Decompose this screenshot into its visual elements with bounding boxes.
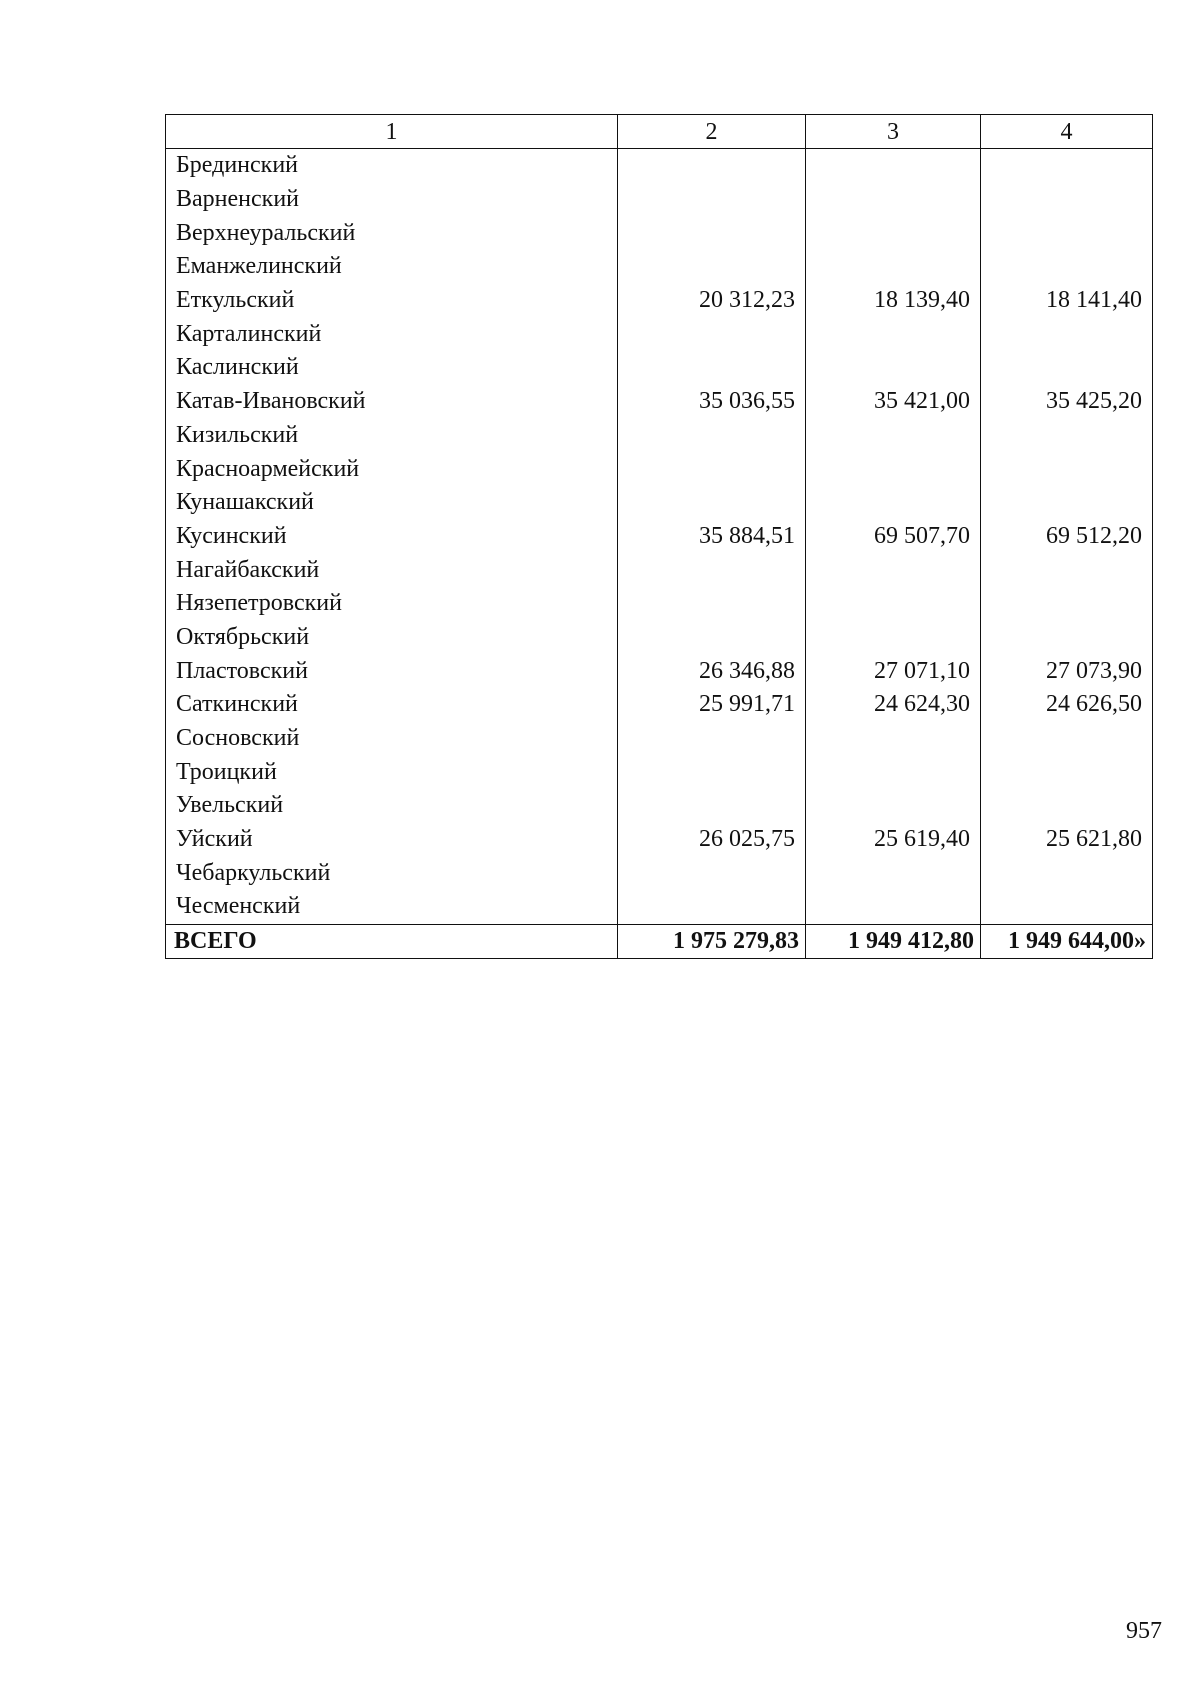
- value-column-3: 69 507,70: [806, 520, 981, 554]
- value-column-2: 35 036,55: [618, 385, 806, 419]
- table-row: [166, 755, 1153, 789]
- value-column-4: [981, 856, 1153, 890]
- value-column-3: [806, 351, 981, 385]
- table-row: [166, 587, 1153, 621]
- value-column-4: [981, 149, 1153, 183]
- table-body: [166, 149, 1153, 925]
- district-name: Верхнеуральский: [166, 216, 618, 250]
- table-row: [166, 789, 1153, 823]
- value-column-3: [806, 419, 981, 453]
- table-row: [166, 419, 1153, 453]
- value-column-2: [618, 789, 806, 823]
- value-column-2: [618, 553, 806, 587]
- table-row: [166, 452, 1153, 486]
- district-name: Октябрьский: [166, 621, 618, 655]
- district-name: Чесменский: [166, 890, 618, 924]
- column-header-4: 4: [981, 115, 1153, 149]
- table-row: [166, 149, 1153, 183]
- value-column-3: [806, 183, 981, 217]
- value-column-3: 35 421,00: [806, 385, 981, 419]
- value-column-4: [981, 317, 1153, 351]
- value-column-3: [806, 149, 981, 183]
- table-row: [166, 654, 1153, 688]
- value-column-3: [806, 452, 981, 486]
- value-column-2: [618, 486, 806, 520]
- value-column-3: [806, 587, 981, 621]
- value-column-2: 25 991,71: [618, 688, 806, 722]
- value-column-4: 18 141,40: [981, 284, 1153, 318]
- value-column-4: [981, 722, 1153, 756]
- value-column-4: [981, 587, 1153, 621]
- value-column-3: [806, 553, 981, 587]
- value-column-3: 25 619,40: [806, 823, 981, 857]
- district-name: Каслинский: [166, 351, 618, 385]
- table-row: [166, 385, 1153, 419]
- value-column-2: [618, 856, 806, 890]
- page-number: 957: [1126, 1618, 1162, 1644]
- value-column-2: 26 025,75: [618, 823, 806, 857]
- value-column-3: 24 624,30: [806, 688, 981, 722]
- total-column-4: 1 949 644,00»: [981, 924, 1153, 958]
- value-column-4: [981, 351, 1153, 385]
- table-row: [166, 722, 1153, 756]
- table-row: [166, 823, 1153, 857]
- value-column-4: [981, 553, 1153, 587]
- value-column-4: [981, 419, 1153, 453]
- value-column-3: [806, 216, 981, 250]
- value-column-3: [806, 722, 981, 756]
- district-name: Саткинский: [166, 688, 618, 722]
- district-name: Кунашакский: [166, 486, 618, 520]
- table-row: [166, 856, 1153, 890]
- table-header: [166, 115, 1153, 149]
- value-column-4: [981, 250, 1153, 284]
- table-row: [166, 351, 1153, 385]
- district-name: Увельский: [166, 789, 618, 823]
- value-column-2: [618, 452, 806, 486]
- value-column-4: 27 073,90: [981, 654, 1153, 688]
- district-name: Уйский: [166, 823, 618, 857]
- value-column-4: [981, 452, 1153, 486]
- district-table: [165, 114, 1153, 959]
- value-column-3: [806, 250, 981, 284]
- value-column-2: [618, 722, 806, 756]
- table-row: [166, 317, 1153, 351]
- value-column-2: [618, 183, 806, 217]
- value-column-2: [618, 317, 806, 351]
- district-name: Сосновский: [166, 722, 618, 756]
- value-column-4: [981, 621, 1153, 655]
- value-column-2: 35 884,51: [618, 520, 806, 554]
- value-column-4: 24 626,50: [981, 688, 1153, 722]
- value-column-3: [806, 789, 981, 823]
- table-row: [166, 553, 1153, 587]
- table-row: [166, 890, 1153, 924]
- district-name: Варненский: [166, 183, 618, 217]
- value-column-2: 20 312,23: [618, 284, 806, 318]
- district-name: Красноармейский: [166, 452, 618, 486]
- district-name: Еманжелинский: [166, 250, 618, 284]
- value-column-2: [618, 587, 806, 621]
- table-row: [166, 688, 1153, 722]
- value-column-3: [806, 486, 981, 520]
- column-header-3: 3: [806, 115, 981, 149]
- value-column-4: [981, 486, 1153, 520]
- value-column-3: [806, 317, 981, 351]
- district-name: Катав-Ивановский: [166, 385, 618, 419]
- value-column-3: 27 071,10: [806, 654, 981, 688]
- total-label: ВСЕГО: [166, 924, 618, 958]
- value-column-2: [618, 621, 806, 655]
- value-column-4: [981, 890, 1153, 924]
- value-column-3: [806, 856, 981, 890]
- value-column-2: [618, 890, 806, 924]
- value-column-2: [618, 419, 806, 453]
- value-column-2: 26 346,88: [618, 654, 806, 688]
- district-name: Еткульский: [166, 284, 618, 318]
- column-header-1: 1: [166, 115, 618, 149]
- value-column-4: 35 425,20: [981, 385, 1153, 419]
- value-column-2: [618, 755, 806, 789]
- value-column-4: 69 512,20: [981, 520, 1153, 554]
- value-column-2: [618, 149, 806, 183]
- value-column-2: [618, 351, 806, 385]
- value-column-3: [806, 621, 981, 655]
- value-column-4: [981, 216, 1153, 250]
- value-column-3: [806, 755, 981, 789]
- value-column-4: [981, 183, 1153, 217]
- value-column-4: [981, 755, 1153, 789]
- district-name: Кизильский: [166, 419, 618, 453]
- total-column-3: 1 949 412,80: [806, 924, 981, 958]
- total-row: [166, 924, 1153, 958]
- district-name: Нязепетровский: [166, 587, 618, 621]
- district-name: Нагайбакский: [166, 553, 618, 587]
- value-column-3: 18 139,40: [806, 284, 981, 318]
- table-row: [166, 621, 1153, 655]
- table-row: [166, 216, 1153, 250]
- table-row: [166, 520, 1153, 554]
- table-row: [166, 284, 1153, 318]
- table-row: [166, 486, 1153, 520]
- district-name: Троицкий: [166, 755, 618, 789]
- district-name: Кусинский: [166, 520, 618, 554]
- value-column-4: [981, 789, 1153, 823]
- column-header-2: 2: [618, 115, 806, 149]
- value-column-2: [618, 216, 806, 250]
- district-name: Брединский: [166, 149, 618, 183]
- value-column-2: [618, 250, 806, 284]
- table-row: [166, 250, 1153, 284]
- value-column-3: [806, 890, 981, 924]
- value-column-4: 25 621,80: [981, 823, 1153, 857]
- district-name: Карталинский: [166, 317, 618, 351]
- district-name: Пластовский: [166, 654, 618, 688]
- table-row: [166, 183, 1153, 217]
- total-column-2: 1 975 279,83: [618, 924, 806, 958]
- district-name: Чебаркульский: [166, 856, 618, 890]
